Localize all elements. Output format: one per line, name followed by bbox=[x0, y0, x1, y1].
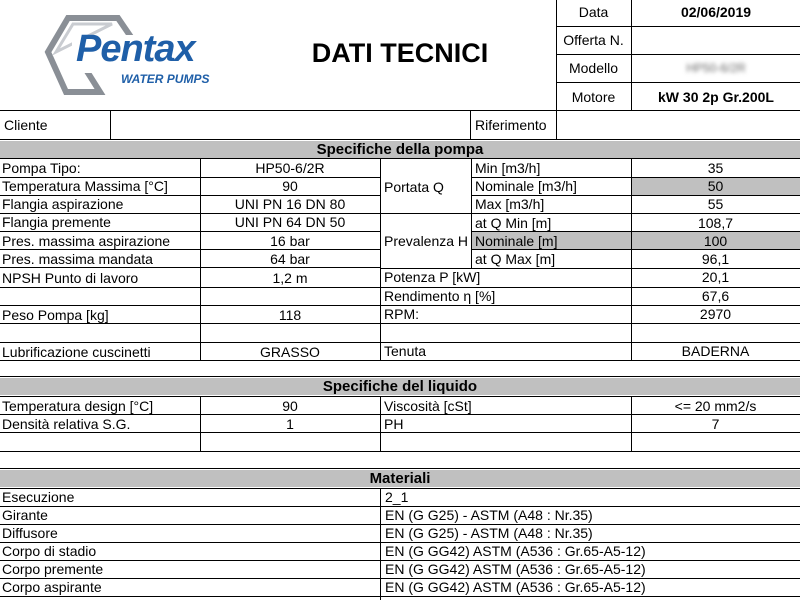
offerta-label: Offerta N. bbox=[563, 32, 624, 48]
peso-pompa-value: 118 bbox=[278, 307, 302, 323]
temperatura-massima-value: 90 bbox=[282, 178, 298, 194]
lubrificazione-label: Lubrificazione cuscinetti bbox=[2, 344, 151, 360]
portata-nominale-label: Nominale [m3/h] bbox=[475, 178, 577, 194]
flangia-premente-value: UNI PN 64 DN 50 bbox=[234, 214, 346, 230]
temperatura-massima-label: Temperatura Massima [°C] bbox=[2, 178, 168, 194]
pres-mandata-value: 64 bar bbox=[270, 251, 310, 267]
rendimento-label: Rendimento η [%] bbox=[384, 288, 496, 304]
logo-subtext: WATER PUMPS bbox=[121, 72, 210, 86]
prevalenza-qmin-label: at Q Min [m] bbox=[475, 215, 552, 231]
corpo-premente-value: EN (G GG42) ASTM (A536 : Gr.65-A5-12) bbox=[385, 561, 646, 577]
esecuzione-label: Esecuzione bbox=[2, 489, 75, 505]
portata-max-value: 55 bbox=[707, 196, 724, 212]
npsh-label: NPSH Punto di lavoro bbox=[2, 270, 139, 286]
pompa-tipo-label: Pompa Tipo: bbox=[2, 160, 81, 176]
page-title: DATI TECNICI bbox=[311, 38, 489, 68]
peso-pompa-label: Peso Pompa [kg] bbox=[2, 307, 109, 323]
pres-mandata-label: Pres. massima mandata bbox=[2, 251, 153, 267]
cliente-label: Cliente bbox=[4, 117, 48, 133]
npsh-value: 1,2 m bbox=[272, 270, 308, 286]
portata-nominale-value: 50 bbox=[707, 178, 724, 194]
diffusore-label: Diffusore bbox=[2, 525, 58, 541]
rendimento-value: 67,6 bbox=[701, 288, 730, 304]
prevalenza-qmin-value: 108,7 bbox=[697, 215, 734, 231]
motore-label: Motore bbox=[571, 89, 616, 105]
modello-value: HP50-6/2R bbox=[686, 61, 746, 75]
esecuzione-value: 2_1 bbox=[385, 489, 409, 505]
data-label: Data bbox=[578, 4, 609, 20]
corpo-premente-label: Corpo premente bbox=[2, 561, 104, 577]
corpo-stadio-label: Corpo di stadio bbox=[2, 543, 97, 559]
potenza-label: Potenza P [kW] bbox=[384, 269, 481, 285]
portata-min-label: Min [m3/h] bbox=[475, 160, 541, 176]
pompa-tipo-value: HP50-6/2R bbox=[255, 160, 325, 176]
flangia-premente-label: Flangia premente bbox=[2, 214, 111, 230]
section-title-pompa: Specifiche della pompa bbox=[316, 141, 484, 158]
densita-value: 1 bbox=[286, 416, 294, 432]
data-value: 02/06/2019 bbox=[680, 4, 752, 20]
girante-label: Girante bbox=[2, 507, 48, 523]
prevalenza-nominale-value: 100 bbox=[703, 233, 728, 249]
corpo-aspirante-label: Corpo aspirante bbox=[2, 579, 102, 595]
riferimento-label: Riferimento bbox=[475, 117, 547, 133]
section-title-materiali: Materiali bbox=[369, 470, 431, 487]
modello-label: Modello bbox=[568, 60, 619, 76]
corpo-aspirante-value: EN (G GG42) ASTM (A536 : Gr.65-A5-12) bbox=[385, 579, 646, 595]
ph-value: 7 bbox=[711, 416, 720, 432]
densita-label: Densità relativa S.G. bbox=[2, 416, 131, 432]
motore-value: kW 30 2p Gr.200L bbox=[658, 89, 774, 105]
portata-min-value: 35 bbox=[707, 160, 724, 176]
prevalenza-label: Prevalenza H bbox=[384, 233, 469, 249]
diffusore-value: EN (G G25) - ASTM (A48 : Nr.35) bbox=[385, 525, 593, 541]
flangia-aspirazione-value: UNI PN 16 DN 80 bbox=[234, 196, 346, 212]
section-title-liquido: Specifiche del liquido bbox=[322, 378, 478, 395]
prevalenza-nominale-label: Nominale [m] bbox=[475, 233, 558, 249]
temperatura-design-value: 90 bbox=[282, 398, 298, 414]
tenuta-label: Tenuta bbox=[384, 343, 427, 359]
flangia-aspirazione-label: Flangia aspirazione bbox=[2, 196, 124, 212]
rpm-value: 2970 bbox=[699, 306, 732, 322]
temperatura-design-label: Temperatura design [°C] bbox=[2, 398, 154, 414]
portata-max-label: Max [m3/h] bbox=[475, 196, 545, 212]
rpm-label: RPM: bbox=[384, 306, 419, 322]
girante-value: EN (G G25) - ASTM (A48 : Nr.35) bbox=[385, 507, 593, 523]
portata-label: Portata Q bbox=[384, 179, 444, 195]
pres-aspirazione-value: 16 bar bbox=[270, 233, 310, 249]
potenza-value: 20,1 bbox=[701, 269, 730, 285]
ph-label: PH bbox=[384, 416, 404, 432]
prevalenza-qmax-label: at Q Max [m] bbox=[475, 251, 556, 267]
prevalenza-qmax-value: 96,1 bbox=[701, 251, 730, 267]
tenuta-value: BADERNA bbox=[681, 343, 750, 359]
corpo-stadio-value: EN (G GG42) ASTM (A536 : Gr.65-A5-12) bbox=[385, 543, 646, 559]
viscosita-label: Viscosità [cSt] bbox=[384, 398, 472, 414]
pres-aspirazione-label: Pres. massima aspirazione bbox=[2, 233, 171, 249]
viscosita-value: <= 20 mm2/s bbox=[674, 398, 757, 414]
logo-text: Pentax bbox=[76, 28, 195, 70]
lubrificazione-value: GRASSO bbox=[260, 344, 320, 360]
